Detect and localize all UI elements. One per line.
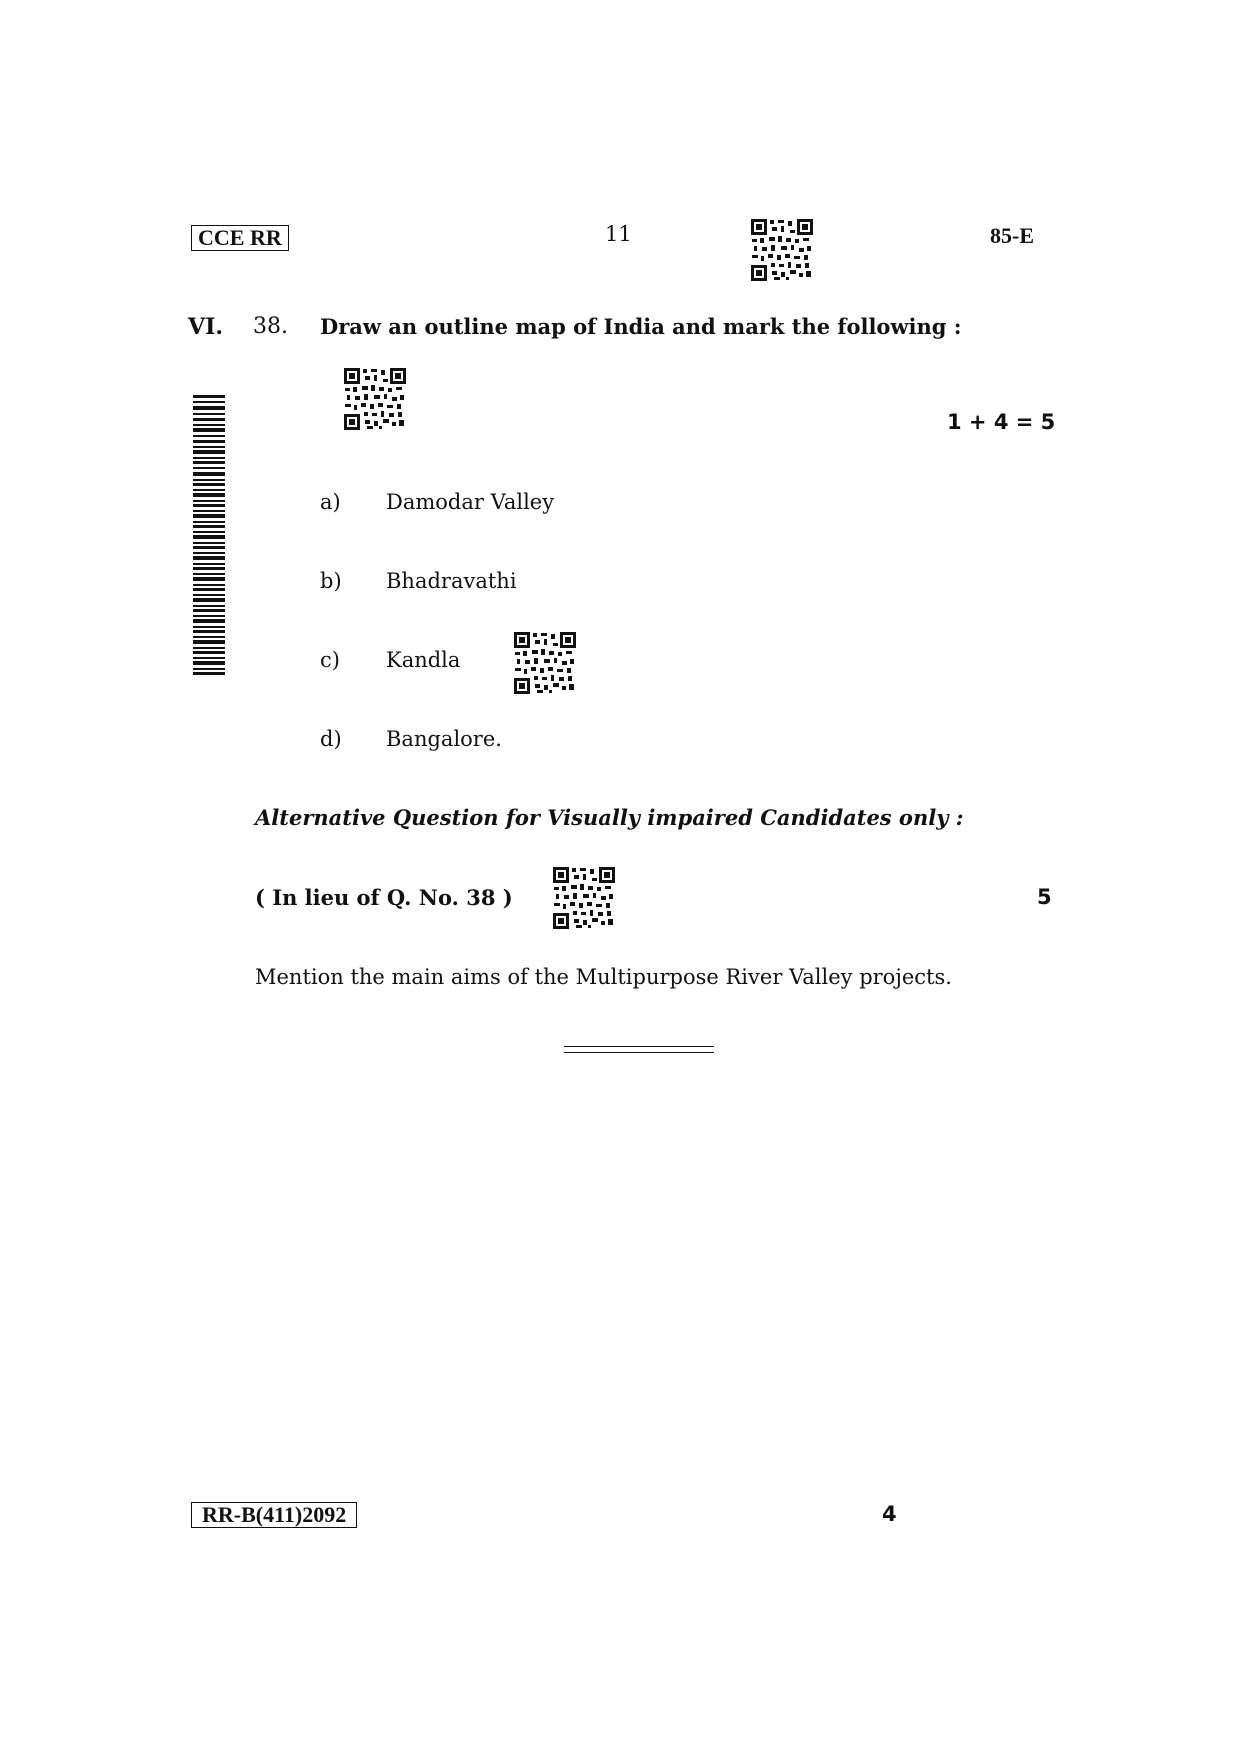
exam-code-box [191,225,289,251]
item-d-text: Bangalore. [386,727,502,751]
question-number: 38. [253,314,288,339]
page-index: 11 [605,222,632,246]
section-number: VI. [188,314,224,340]
page-number: 4 [882,1502,897,1526]
qr-code-alternative [552,866,616,930]
paper-code: 85-E [990,223,1034,248]
qr-code-item-c [513,631,577,695]
side-barcode [193,395,225,679]
alternative-heading: Alternative Question for Visually impaired Candidates only : [255,805,964,830]
exam-code-label: CCE RR [198,225,282,250]
alternative-in-lieu: ( In lieu of Q. No. 38 ) [255,885,513,910]
qr-code-header [750,218,814,282]
footer-code-label: RR-B(411)2092 [202,1502,347,1527]
alternative-marks: 5 [1037,885,1052,909]
end-double-rule [564,1046,714,1053]
question-marks: 1 + 4 = 5 [947,410,1056,434]
footer-code-box [191,1502,357,1528]
item-a-text: Damodar Valley [386,490,555,514]
item-b-text: Bhadravathi [386,569,517,593]
alternative-text: Mention the main aims of the Multipurpose River Valley projects. [255,965,952,989]
question-text: Draw an outline map of India and mark the following : [320,314,962,339]
item-d-label: d) [320,727,342,751]
item-c-text: Kandla [386,648,461,672]
item-b-label: b) [320,569,342,593]
qr-code-question [343,367,407,431]
item-c-label: c) [320,648,340,672]
item-a-label: a) [320,490,341,514]
